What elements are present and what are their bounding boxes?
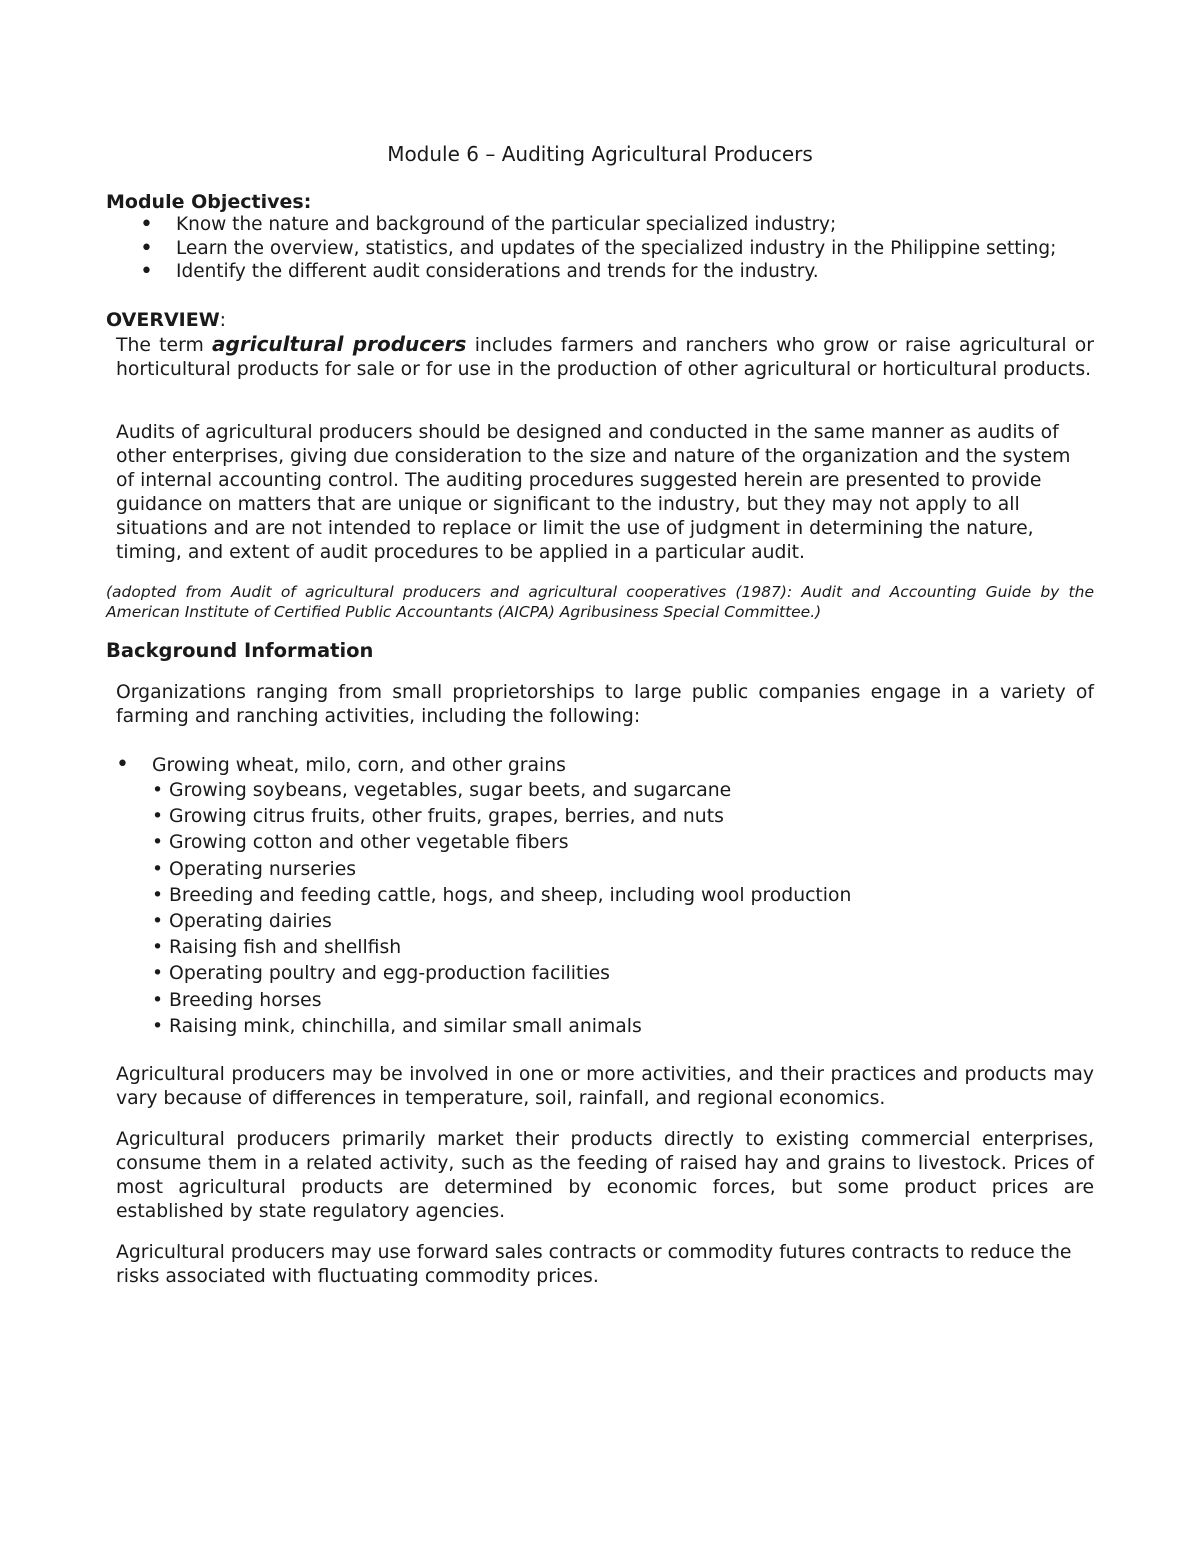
activity-item: • Operating dairies xyxy=(152,911,332,933)
bullet-icon: • xyxy=(116,752,129,777)
background-intro: Organizations ranging from small proprietorships to large public companies engage in a variety of farming and ranching activities, including the following: xyxy=(116,682,1094,727)
background-paragraph-contracts: Agricultural producers may use forward sales contracts or commodity futures contracts to reduce the risks associated with fluctuating commodity prices. xyxy=(116,1242,1072,1287)
overview-heading-label: OVERVIEW xyxy=(106,309,220,331)
overview-paragraph-1 xyxy=(116,332,1094,382)
objectives-heading: Module Objectives: xyxy=(106,191,312,213)
activity-item: • Growing citrus fruits, other fruits, grapes, berries, and nuts xyxy=(152,806,724,828)
overview-heading-colon: : xyxy=(219,309,227,331)
activity-item: • Growing cotton and other vegetable fibers xyxy=(152,832,569,854)
background-heading: Background Information xyxy=(106,639,374,662)
activity-item: • Growing soybeans, vegetables, sugar beets, and sugarcane xyxy=(152,780,732,801)
page-title: Module 6 – Auditing Agricultural Producers xyxy=(387,142,813,166)
overview-p1-before: The term xyxy=(116,335,213,356)
overview-p1-after: includes farmers and ranchers who grow or raise agricultural or horticultural products for sale or for use in the production of other agricultural or horticultural products. xyxy=(116,335,1094,380)
background-paragraph-activities: Agricultural producers may be involved in one or more activities, and their practices and products may vary because of differences in temperature, soil, rainfall, and regional economics. xyxy=(116,1064,1094,1109)
activity-item: • Raising mink, chinchilla, and similar small animals xyxy=(152,1015,642,1037)
objective-item: • Learn the overview, statistics, and updates of the specialized industry in the Philippine setting; xyxy=(106,237,1056,261)
objective-item: • Know the nature and background of the particular specialized industry; xyxy=(106,213,1056,237)
overview-term: agricultural producers xyxy=(212,332,467,356)
overview-heading xyxy=(106,308,226,332)
activity-item: • Raising fish and shellfish xyxy=(152,937,402,959)
activity-first-item xyxy=(116,752,566,779)
activities-list xyxy=(152,778,851,1040)
activity-item: • Breeding and feeding cattle, hogs, and sheep, including wool production xyxy=(152,884,852,906)
activity-first-label: Growing wheat, milo, corn, and other grains xyxy=(152,755,566,776)
objectives-list xyxy=(106,213,1056,284)
background-paragraph-market: Agricultural producers primarily market their products directly to existing commercial enterprises, consume them in a related activity, such as the feeding of raised hay and grains to livestock. Prices of most agricultural products are determined by economic forces, but some product prices are established by state regulatory agencies. xyxy=(116,1129,1094,1222)
citation: (adopted from Audit of agricultural producers and agricultural cooperatives (1987): Audit and Accounting Guide by the American Institute of Certified Public Accountants (AICPA) Agribusiness Special Committee.) xyxy=(106,583,1094,621)
activity-item: • Operating poultry and egg-production facilities xyxy=(152,963,610,985)
activity-item: • Breeding horses xyxy=(152,989,322,1011)
activity-item: • Operating nurseries xyxy=(152,858,357,880)
overview-paragraph-2: Audits of agricultural producers should be designed and conducted in the same manner as audits of other enterprises, giving due consideration to the size and nature of the organization and the system of internal accounting control. The auditing procedures suggested herein are presented to provide guidance on matters that are unique or significant to the industry, but they may not apply to all situations and are not intended to replace or limit the use of judgment in determining the nature, timing, and extent of audit procedures to be applied in a particular audit. xyxy=(116,422,1071,563)
objective-item: • Identify the different audit considerations and trends for the industry. xyxy=(106,260,1056,284)
